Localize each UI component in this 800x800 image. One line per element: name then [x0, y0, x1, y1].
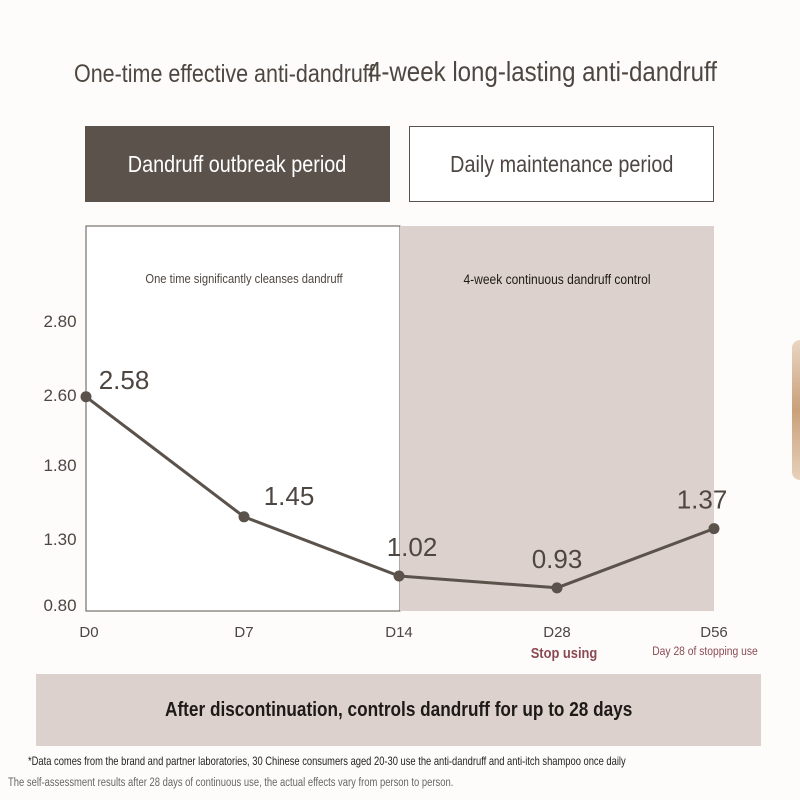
y-tick-label: 2.80	[43, 312, 77, 331]
annotation-stop-using: Stop using	[530, 644, 598, 662]
region-control-label: 4-week continuous dandruff control	[463, 271, 651, 288]
data-point	[81, 391, 92, 402]
footnote-data-source: *Data comes from the brand and partner laboratories, 30 Chinese consumers aged 20-30 use the anti-dandruff and anti-itch shampoo once daily	[28, 754, 626, 768]
y-tick-label: 2.60	[43, 386, 77, 405]
heading-one-time-effective: One-time effective anti-dandruff	[74, 60, 375, 88]
y-tick-label: 0.80	[43, 596, 77, 615]
region-cleanse-label: One time significantly cleanses dandruff	[145, 271, 343, 287]
period-maintenance-label: Daily maintenance period	[449, 150, 674, 177]
annotation-day-28-stopping: Day 28 of stopping use	[652, 645, 758, 659]
data-point	[709, 523, 720, 534]
footer-banner-text: After discontinuation, controls dandruff for up to 28 days	[164, 698, 633, 721]
data-label: 1.37	[676, 484, 728, 515]
data-point	[394, 570, 405, 581]
x-tick-label: D7	[234, 624, 254, 641]
data-label: 1.45	[263, 480, 315, 511]
footnote-disclaimer: The self-assessment results after 28 days of continuous use, the actual effects vary from person to person.	[8, 777, 454, 789]
x-tick-label: D28	[543, 624, 571, 641]
data-label: 1.02	[386, 531, 438, 562]
heading-four-week-long-lasting: 4-week long-lasting anti-dandruff	[368, 56, 717, 87]
data-point	[239, 511, 250, 522]
x-tick-label: D0	[79, 624, 99, 641]
data-label: 0.93	[531, 543, 583, 574]
data-label: 2.58	[98, 364, 150, 395]
y-tick-label: 1.80	[43, 456, 77, 475]
data-point	[552, 582, 563, 593]
footer-banner	[36, 674, 761, 746]
period-outbreak-label: Dandruff outbreak period	[128, 150, 347, 177]
x-tick-label: D14	[385, 624, 413, 641]
x-tick-label: D56	[700, 624, 728, 641]
y-tick-label: 1.30	[43, 530, 77, 549]
